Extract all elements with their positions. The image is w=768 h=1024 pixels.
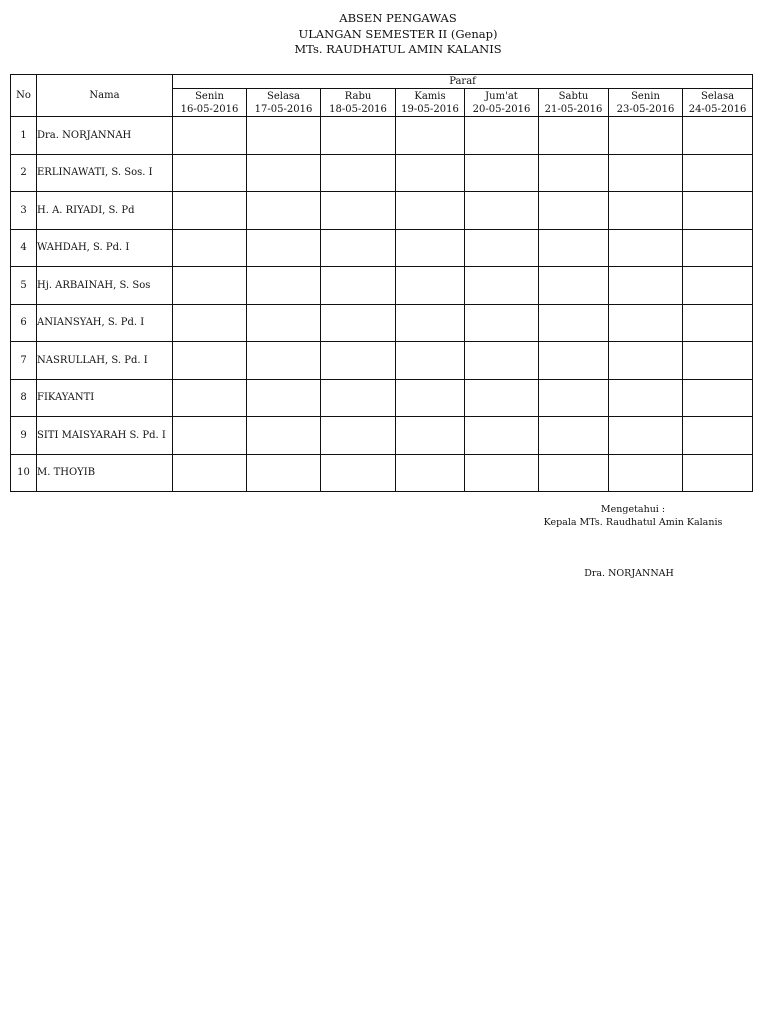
row-nama: NASRULLAH, S. Pd. I [37,342,173,380]
paraf-cell[interactable] [683,304,753,342]
paraf-cell[interactable] [609,417,683,455]
table-row [11,192,753,230]
paraf-cell[interactable] [321,117,396,155]
paraf-cell[interactable] [173,117,247,155]
title-line-3: MTs. RAUDHATUL AMIN KALANIS [294,42,502,57]
paraf-cell[interactable] [609,229,683,267]
paraf-cell[interactable] [173,192,247,230]
table-body [11,117,753,492]
day-date: 23-05-2016 [616,103,675,115]
row-nama: ERLINAWATI, S. Sos. I [37,154,173,192]
paraf-cell[interactable] [609,154,683,192]
paraf-cell[interactable] [609,342,683,380]
paraf-cell[interactable] [321,417,396,455]
paraf-cell[interactable] [609,267,683,305]
day-name: Sabtu [558,90,589,102]
paraf-cell[interactable] [683,379,753,417]
paraf-cell[interactable] [539,154,609,192]
day-header-5 [465,89,539,117]
paraf-cell[interactable] [539,342,609,380]
headmaster-name: Dra. NORJANNAH [584,568,674,579]
paraf-cell[interactable] [173,229,247,267]
table-row [11,267,753,305]
signature-block [500,503,766,580]
paraf-cell[interactable] [173,454,247,492]
paraf-cell[interactable] [396,342,465,380]
paraf-cell[interactable] [465,342,539,380]
paraf-cell[interactable] [539,192,609,230]
paraf-cell[interactable] [465,154,539,192]
paraf-cell[interactable] [173,417,247,455]
paraf-cell[interactable] [247,342,321,380]
day-header-2 [247,89,321,117]
headmaster-title: Kepala MTs. Raudhatul Amin Kalanis [543,517,723,528]
mengetahui-label: Mengetahui : [600,504,666,515]
paraf-cell[interactable] [465,117,539,155]
header-no: No [11,75,37,117]
paraf-cell[interactable] [321,304,396,342]
paraf-cell[interactable] [609,304,683,342]
table-row [11,304,753,342]
paraf-cell[interactable] [539,267,609,305]
day-header-4 [396,89,465,117]
paraf-cell[interactable] [465,379,539,417]
day-date: 16-05-2016 [180,103,239,115]
paraf-cell[interactable] [321,229,396,267]
paraf-cell[interactable] [247,154,321,192]
day-header-1 [173,89,247,117]
paraf-cell[interactable] [396,154,465,192]
paraf-cell[interactable] [609,117,683,155]
paraf-cell[interactable] [173,154,247,192]
paraf-cell[interactable] [247,379,321,417]
paraf-cell[interactable] [539,304,609,342]
paraf-cell[interactable] [173,267,247,305]
row-number: 6 [11,304,37,342]
attendance-table [10,74,753,492]
table-row [11,229,753,267]
row-nama: SITI MAISYARAH S. Pd. I [37,417,173,455]
day-name: Jum'at [485,90,518,102]
paraf-cell[interactable] [247,267,321,305]
header-nama: Nama [37,75,173,117]
table-row [11,342,753,380]
row-number: 10 [11,454,37,492]
day-header-3 [321,89,396,117]
paraf-cell[interactable] [539,379,609,417]
row-number: 2 [11,154,37,192]
day-name: Senin [631,90,660,102]
paraf-cell[interactable] [173,342,247,380]
paraf-cell[interactable] [465,229,539,267]
day-name: Kamis [414,90,446,102]
paraf-cell[interactable] [247,117,321,155]
paraf-cell[interactable] [683,192,753,230]
header-paraf: Paraf [173,75,753,89]
paraf-cell[interactable] [683,154,753,192]
paraf-cell[interactable] [465,417,539,455]
paraf-cell[interactable] [247,454,321,492]
row-nama: H. A. RIYADI, S. Pd [37,192,173,230]
row-number: 5 [11,267,37,305]
table-row [11,417,753,455]
paraf-cell[interactable] [465,454,539,492]
paraf-cell[interactable] [321,342,396,380]
row-nama: Hj. ARBAINAH, S. Sos [37,267,173,305]
row-nama: Dra. NORJANNAH [37,117,173,155]
row-number: 8 [11,379,37,417]
paraf-cell[interactable] [247,304,321,342]
paraf-cell[interactable] [396,192,465,230]
paraf-cell[interactable] [465,304,539,342]
day-name: Senin [195,90,224,102]
paraf-cell[interactable] [683,229,753,267]
paraf-cell[interactable] [539,454,609,492]
row-nama: M. THOYIB [37,454,173,492]
row-nama: WAHDAH, S. Pd. I [37,229,173,267]
paraf-cell[interactable] [321,154,396,192]
paraf-cell[interactable] [683,342,753,380]
paraf-cell[interactable] [396,304,465,342]
paraf-cell[interactable] [247,417,321,455]
day-date: 18-05-2016 [329,103,387,115]
paraf-cell[interactable] [609,454,683,492]
paraf-cell[interactable] [321,454,396,492]
paraf-cell[interactable] [173,379,247,417]
paraf-cell[interactable] [539,117,609,155]
paraf-cell[interactable] [396,379,465,417]
day-header-6 [539,89,609,117]
row-number: 3 [11,192,37,230]
paraf-cell[interactable] [539,417,609,455]
paraf-cell[interactable] [396,267,465,305]
paraf-cell[interactable] [465,192,539,230]
table-row [11,379,753,417]
paraf-cell[interactable] [683,117,753,155]
paraf-cell[interactable] [247,229,321,267]
title-line-1: ABSEN PENGAWAS [339,11,457,25]
paraf-cell[interactable] [465,267,539,305]
day-name: Selasa [266,90,301,102]
day-date: 21-05-2016 [544,103,603,115]
paraf-cell[interactable] [609,192,683,230]
paraf-cell[interactable] [396,454,465,492]
row-number: 1 [11,117,37,155]
paraf-cell[interactable] [683,267,753,305]
paraf-cell[interactable] [173,304,247,342]
day-header-8 [683,89,753,117]
row-nama: ANIANSYAH, S. Pd. I [37,304,173,342]
row-nama: FIKAYANTI [37,379,173,417]
paraf-cell[interactable] [247,192,321,230]
day-name: Selasa [701,90,735,102]
paraf-cell[interactable] [321,192,396,230]
paraf-cell[interactable] [683,417,753,455]
paraf-cell[interactable] [683,454,753,492]
title-line-2: ULANGAN SEMESTER II (Genap) [298,26,498,41]
table-row [11,154,753,192]
paraf-cell[interactable] [396,229,465,267]
day-date: 19-05-2016 [401,103,459,115]
row-number: 4 [11,229,37,267]
paraf-cell[interactable] [321,379,396,417]
paraf-cell[interactable] [396,417,465,455]
row-number: 9 [11,417,37,455]
paraf-cell[interactable] [539,229,609,267]
day-date: 17-05-2016 [254,103,313,115]
paraf-cell[interactable] [396,117,465,155]
document-title [0,11,768,58]
row-number: 7 [11,342,37,380]
day-date: 20-05-2016 [472,103,531,115]
day-name: Rabu [344,90,372,102]
day-header-7 [609,89,683,117]
table-row [11,117,753,155]
day-date: 24-05-2016 [688,103,747,115]
paraf-cell[interactable] [321,267,396,305]
table-row [11,454,753,492]
paraf-cell[interactable] [609,379,683,417]
